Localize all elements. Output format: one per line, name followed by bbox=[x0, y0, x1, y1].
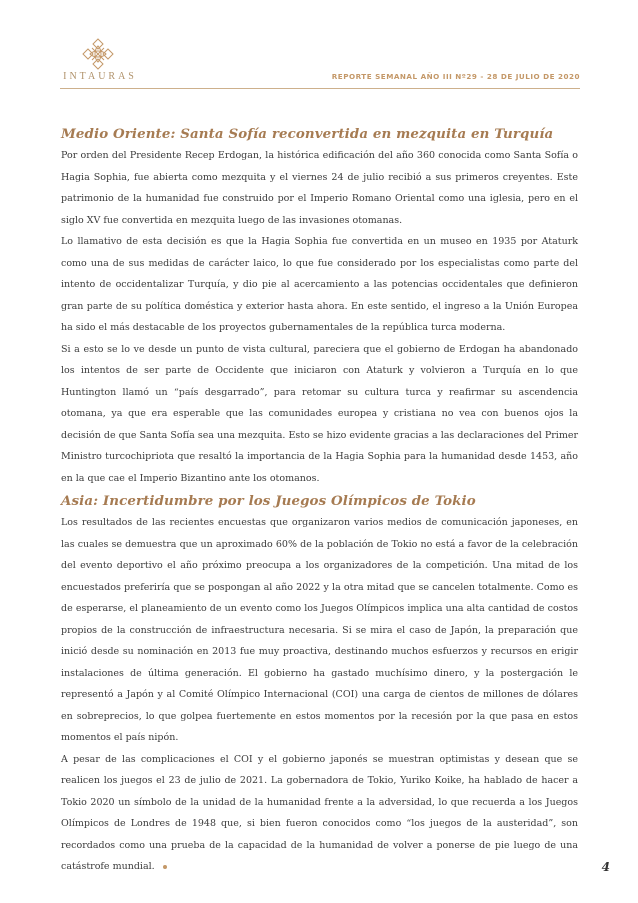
section-title: Medio Oriente: Santa Sofía reconvertida en mezquita en Turquía bbox=[61, 126, 554, 142]
section-title: Asia: Incertidumbre por los Juegos Olímpicos de Tokio bbox=[61, 493, 476, 509]
paragraph: Lo llamativo de esta decisión es que la Hagia Sophia fue convertida en un museo en 1935 por Ataturk como una de sus medidas de carácter laico, lo que fue considerado por los especialistas como parte del intento de occidentalizar Turquía, y dio pie al acercamiento a las potencias occidentales que definieron gran parte de su política doméstica y exterior hasta ahora. En este sentido, el ingreso a la Unión Europea ha sido el más destacable de los proyectos gubernamentales de la república turca moderna. bbox=[61, 236, 578, 333]
paragraph: Los resultados de las recientes encuestas que organizaron varios medios de comunicación japoneses, en las cuales se demuestra que un aproximado 60% de la población de Tokio no está a favor de la celebración del evento deportivo el año próximo preocupa a los organizadores de la competición. Una mitad de los encuestados preferiría que se pospongan al año 2022 y la otra mitad que se cancelen totalmente. Como es de esperarse, el planeamiento de un evento como los Juegos Olímpicos implica una alta cantidad de costos propios de la construcción de infraestructura necesaria. Si se mira el caso de Japón, la preparación que inició desde su nominación en 2013 fue muy proactiva, destinando muchos esfuerzos y recursos en erigir instalaciones de última generación. El gobierno ha gastado muchísimo dinero, y la postergación le representó a Japón y al Comité Olímpico Internacional (COI) una carga de cientos de millones de dólares en sobreprecios, lo que golpea fuertemente en estos momentos por la recesión por la que pasa en estos momentos el país nipón. bbox=[61, 517, 578, 743]
page-header bbox=[60, 38, 580, 90]
report-issue-line: REPORTE SEMANAL AÑO III Nº29 - 28 DE JULIO DE 2020 bbox=[331, 72, 580, 81]
paragraph: Si a esto se lo ve desde un punto de vista cultural, pareciera que el gobierno de Erdogan ha abandonado los intentos de ser parte de Occidente que iniciaron con Ataturk y volvieron a Turquía en lo que Huntington llamó un “país desgarrado”, para retomar su cultura turca y reafirmar su ascendencia otomana, ya que era esperable que las comunidades europea y cristiana no vea con buenos ojos la decisión de que Santa Sofía sea una mezquita. Esto se hizo evidente gracias a las declaraciones del Primer Ministro turcochipriota que resaltó la importancia de la Hagia Sophia para la humanidad desde 1453, año en la que cae el Imperio Bizantino ante los otomanos. bbox=[61, 343, 578, 484]
header-divider bbox=[60, 88, 580, 89]
paragraph-last bbox=[61, 749, 578, 878]
brand-logo-text: INTAURAS bbox=[63, 71, 137, 82]
ornamental-lattice-icon bbox=[82, 38, 114, 70]
paragraph: Por orden del Presidente Recep Erdogan, la histórica edificación del año 360 conocida como Santa Sofía o Hagia Sophia, fue abierta como mezquita y el viernes 24 de julio recibió a sus primeros creyentes. Este patrimonio de la humanidad fue construido por el Imperio Romano Oriental como una iglesia, pero en el siglo XV fue convertida en mezquita luego de las invasiones otomanas. bbox=[61, 150, 578, 226]
paragraph-text: A pesar de las complicaciones el COI y el gobierno japonés se muestran optimistas y desean que se realicen los juegos el 23 de julio de 2021. La gobernadora de Tokio, Yuriko Koike, ha hablado de hacer a Tokio 2020 un símbolo de la unidad de la humanidad frente a la adversidad, lo que recuerda a los Juegos Olímpicos de Londres de 1948 que, si bien fueron conocidos como “los juegos de la austeridad”, son recordados como una prueba de la capacidad de la humanidad de volver a ponerse de pie luego de una catástrofe mundial. bbox=[61, 753, 578, 872]
section-asia bbox=[61, 493, 578, 878]
section-middle-east bbox=[61, 126, 578, 489]
page-number: 4 bbox=[601, 860, 610, 874]
end-bullet-icon bbox=[163, 865, 167, 869]
